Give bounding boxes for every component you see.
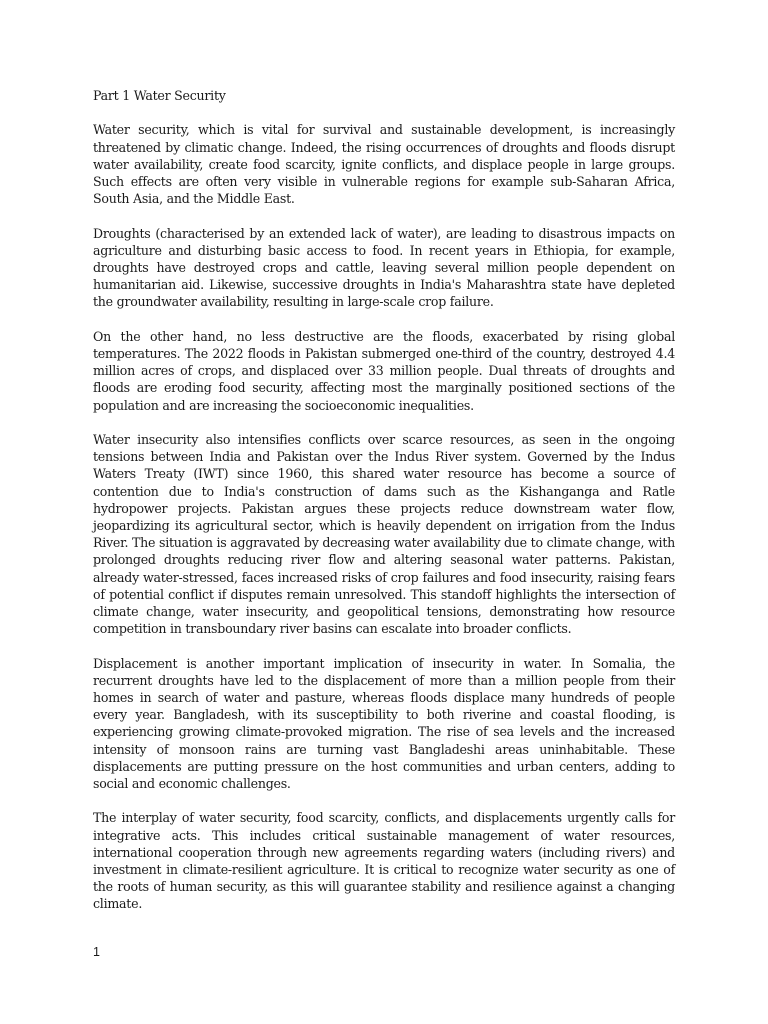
paragraph-displacement: Displacement is another important implication of insecurity in water. In Somalia, the recurrent droughts have led to the displacement of more than a million people from their homes in search of water and pasture, whereas floods displace many hundreds of people every year. Bangladesh, with its susceptibility to both riverine and coastal flooding, is experiencing growing climate-provoked migration. The rise of sea levels and the increased intensity of monsoon rains are turning vast Bangladeshi areas uninhabitable. These displacements are putting pressure on the host communities and urban centers, adding to social and economic challenges.	[93, 655, 675, 792]
section-heading: Part 1 Water Security	[93, 88, 226, 103]
paragraph-conclusion: The interplay of water security, food scarcity, conflicts, and displacements urgently calls for integrative acts. This includes critical sustainable management of water resources, international cooperation through new agreements regarding waters (including rivers) and investment in climate-resilient agriculture. It is critical to recognize water security as one of the roots of human security, as this will guarantee stability and resilience against a changing climate.	[93, 810, 675, 912]
paragraph-intro: Water security, which is vital for survival and sustainable development, is increasingly threatened by climatic change. Indeed, the rising occurrences of droughts and floods disrupt water availability, create food scarcity, ignite conflicts, and displace people in large groups. Such effects are often very visible in vulnerable regions for example sub-Saharan Africa, South Asia, and the Middle East.	[93, 122, 675, 207]
page-number: 1	[93, 945, 100, 959]
document-page	[93, 87, 675, 930]
paragraph-conflicts: Water insecurity also intensifies conflicts over scarce resources, as seen in the ongoing tensions between India and Pakistan over the Indus River system. Governed by the Indus Waters Treaty (IWT) since 1960, this shared water resource has become a source of contention due to India's construction of dams such as the Kishanganga and Ratle hydropower projects. Pakistan argues these projects reduce downstream water flow, jeopardizing its agricultural sector, which is heavily dependent on irrigation from the Indus River. The situation is aggravated by decreasing water availability due to climate change, with prolonged droughts reducing river flow and altering seasonal water patterns. Pakistan, already water-stressed, faces increased risks of crop failures and food insecurity, raising fears of potential conflict if disputes remain unresolved. This standoff highlights the intersection of climate change, water insecurity, and geopolitical tensions, demonstrating how resource competition in transboundary river basins can escalate into broader conflicts.	[93, 432, 675, 637]
paragraph-droughts: Droughts (characterised by an extended lack of water), are leading to disastrous impacts on agriculture and disturbing basic access to food. In recent years in Ethiopia, for example, droughts have destroyed crops and cattle, leaving several million people dependent on humanitarian aid. Likewise, successive droughts in India's Maharashtra state have depleted the groundwater availability, resulting in large-scale crop failure.	[93, 225, 675, 310]
paragraph-floods: On the other hand, no less destructive are the floods, exacerbated by rising global temperatures. The 2022 floods in Pakistan submerged one-third of the country, destroyed 4.4 million acres of crops, and displaced over 33 million people. Dual threats of droughts and floods are eroding food security, affecting most the marginally positioned sections of the population and are increasing the socioeconomic inequalities.	[93, 328, 675, 413]
